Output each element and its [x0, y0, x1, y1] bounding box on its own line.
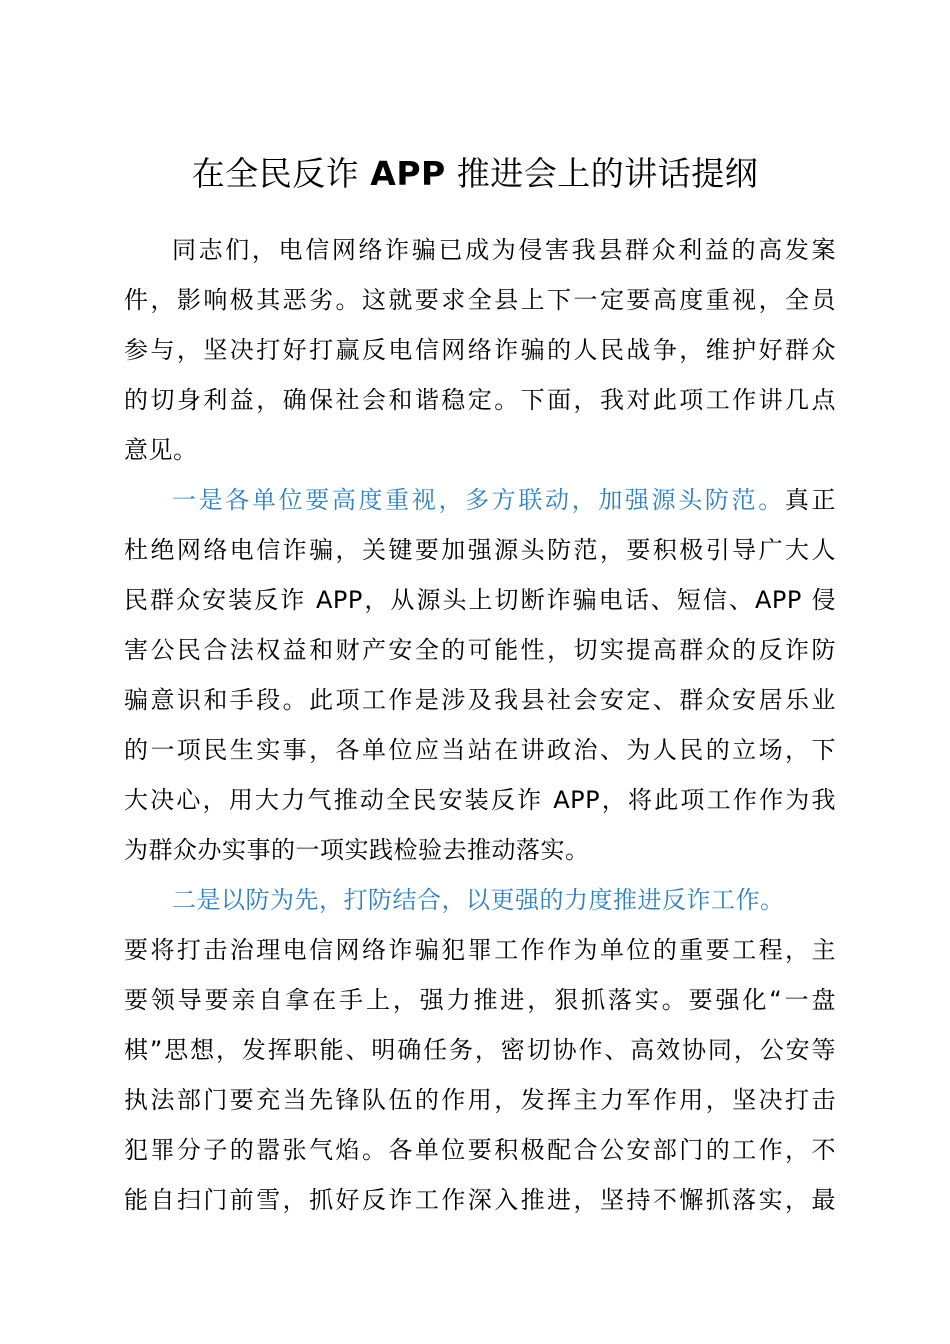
document-body: [124, 225, 836, 1225]
title-part-1: 在全民反诈: [191, 154, 371, 193]
paragraph-intro: [124, 225, 836, 475]
title-part-2: 推进会上的讲话提纲: [445, 154, 759, 193]
paragraph-line: 的切身利益，确保社会和谐稳定。下面，我对此项工作讲几点: [124, 386, 836, 414]
paragraph-line: 件，影响极其恶劣。这就要求全县上下一定要高度重视，全员: [124, 286, 836, 314]
section-heading-2: 二是以防为先，打防结合，以更强的力度推进反诈工作。: [172, 886, 785, 914]
paragraph-first-line: [124, 875, 836, 925]
paragraph-line: 民群众安装反诈 APP，从源头上切断诈骗电话、短信、APP 侵: [124, 586, 836, 614]
document-title: [0, 152, 950, 196]
paragraph-line: 要领导要亲自拿在手上，强力推进，狠抓落实。要强化“一盘: [124, 986, 836, 1014]
paragraph-line: 参与，坚决打好打赢反电信网络诈骗的人民战争，维护好群众: [124, 336, 836, 364]
paragraph-line: 能自扫门前雪，抓好反诈工作深入推进，坚持不懈抓落实，最: [124, 1186, 836, 1214]
paragraph-line: 同志们，电信网络诈骗已成为侵害我县群众利益的高发案: [172, 236, 836, 264]
paragraph-line: 意见。: [124, 436, 198, 464]
paragraph-line: 害公民合法权益和财产安全的可能性，切实提高群众的反诈防: [124, 636, 836, 664]
paragraph-line: 的一项民生实事，各单位应当站在讲政治、为人民的立场，下: [124, 736, 836, 764]
paragraph-line: 杜绝网络电信诈骗，关键要加强源头防范，要积极引导广大人: [124, 536, 836, 564]
paragraph-line: 骗意识和手段。此项工作是涉及我县社会安定、群众安居乐业: [124, 686, 836, 714]
paragraph-line: 要将打击治理电信网络诈骗犯罪工作作为单位的重要工程，主: [124, 936, 836, 964]
paragraph-point-1: [124, 475, 836, 875]
title-app: APP: [370, 154, 446, 193]
paragraph-line: 犯罪分子的嚣张气焰。各单位要积极配合公安部门的工作，不: [124, 1136, 836, 1164]
paragraph-point-2: [124, 875, 836, 1225]
heading-continuation: 真正: [784, 486, 837, 514]
paragraph-line: 为群众办实事的一项实践检验去推动落实。: [124, 836, 590, 864]
section-heading-1: 一是各单位要高度重视，多方联动，加强源头防范。: [172, 486, 785, 514]
paragraph-line: 大决心，用大力气推动全民安装反诈 APP，将此项工作作为我: [124, 786, 836, 814]
paragraph-first-line: [124, 475, 836, 525]
paragraph-line: 执法部门要充当先锋队伍的作用，发挥主力军作用，坚决打击: [124, 1086, 836, 1114]
paragraph-line: 棋”思想，发挥职能、明确任务，密切协作、高效协同，公安等: [124, 1036, 836, 1064]
